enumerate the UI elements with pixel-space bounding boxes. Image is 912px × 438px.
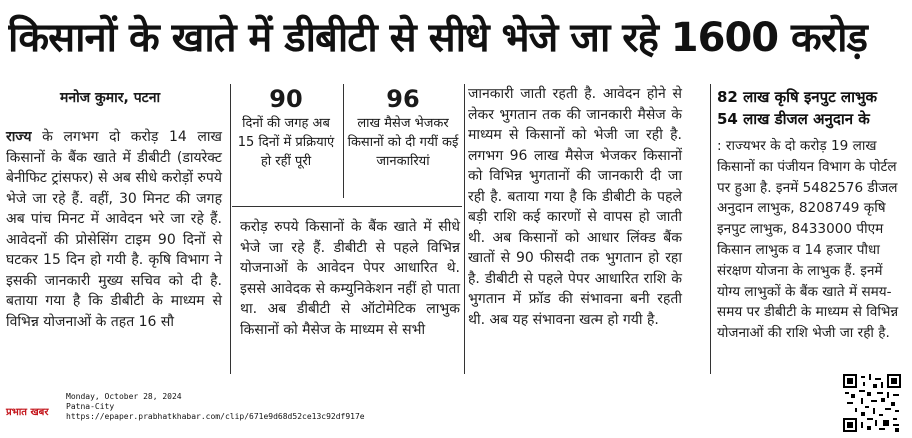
- lead-word: राज्य: [6, 129, 32, 145]
- stat-divider: [343, 84, 344, 198]
- column-divider-1: [230, 84, 231, 374]
- clip-date: Monday, October 28, 2024: [66, 392, 182, 401]
- stat-box-2: [347, 84, 459, 198]
- clip-url[interactable]: https://epaper.prabhatkhabar.com/clip/671e9d68d52ce13c92df917e: [66, 412, 365, 421]
- headline: किसानों के खाते में डीबीटी से सीधे भेजे जा रहे 1600 करोड़: [8, 15, 867, 61]
- stat-desc-1: दिनों की जगह अब 15 दिनों में प्रक्रियाएं हो रहीं पूरी: [237, 116, 335, 169]
- column-divider-3: [710, 84, 711, 374]
- stat-box-1: [232, 84, 340, 198]
- stat-desc-2: लाख मैसेज भेजकर किसानों को दी गयीं कई जानकारियां: [347, 116, 459, 169]
- article-column-1: [6, 127, 222, 332]
- subhead-line-2: 54 लाख डीजल अनुदान के: [717, 110, 870, 128]
- stat-bottom-rule: [232, 206, 462, 207]
- stat-number-1: 90: [269, 85, 303, 113]
- column-1-text: के लगभग दो करोड़ 14 लाख किसानों के बैंक खाते में डीबीटी (डायरेक्ट बेनीफिट ट्रांसफर) से अब सीधे करोड़ों रुपये भेजे जा रहे हैं. वहीं, 30 मिनट की जगह अब पांच मिनट में आवेदन भरे जा रहे हैं. आवेदनों की प्रोसेसिंग टाइम 90 दिनों से घटकर 15 दिन हो गयी है. कृषि विभाग ने इसकी जानकारी मुख्य सचिव को दी है. बताया गया है कि डीबीटी के माध्यम से विभिन्न योजनाओं के तहत 16 सौ: [6, 129, 222, 330]
- qr-code-icon: [843, 374, 901, 432]
- clip-metadata: [66, 392, 365, 422]
- subhead-line-1: 82 लाख कृषि इनपुट लाभुक: [717, 88, 878, 106]
- article-column-3: जानकारी जाती रहती है. आवेदन होने से लेकर भुगतान तक की जानकारी मैसेज के माध्यम से किसानों को भेजी जा रही है. लगभग 96 लाख मैसेज भेजकर किसानों को विभिन्न भुगतानों की जानकारी दी जा रही है. बताया गया है कि डीबीटी के पहले बड़ी राशि कई कारणों से वापस हो जाती थी. अब किसानों को आधार लिंक्ड बैंक खातों से 90 फीसदी तक भुगतान हो रहा है. डीबीटी से पहले पेपर आधारित राशि के भुगतान में फ्रॉड की संभावना बनी रहती थी. अब यह संभावना खत्म हो गयी है.: [468, 86, 682, 328]
- clip-edition: Patna-City: [66, 402, 115, 411]
- article-column-4: : राज्यभर के दो करोड़ 19 लाख किसानों का पंजीयन विभाग के पोर्टल पर हुआ है. इनमें 5482576 डीजल अनुदान लाभुक, 8208749 कृषि इनपुट लाभुक, 8433000 पीएम किसान लाभुक व 14 हजार पौधा संरक्षण योजना के लाभुक हैं. इनमें योग्य लाभुकों के बैंक खाते में समय-समय पर डीबीटी के माध्यम से विभिन्न योजनाओं की राशि भेजी जा रही है.: [717, 138, 899, 342]
- stat-number-2: 96: [386, 85, 420, 113]
- byline: मनोज कुमार, पटना: [60, 90, 161, 106]
- column-divider-2: [464, 84, 465, 374]
- sidebar-subhead: [717, 86, 907, 130]
- publisher-logo: प्रभात खबर: [6, 407, 49, 418]
- article-column-2: करोड़ रुपये किसानों के बैंक खाते में सीधे भेजे जा रहे हैं. डीबीटी से पहले विभिन्न योजनाओं के आवेदन पेपर आधारित थे. इससे आवेदक से कम्युनिकेशन नहीं हो पाता था. अब डीबीटी से ऑटोमेटिक लाभुक किसानों को मैसेज के माध्यम से सभी: [240, 219, 460, 338]
